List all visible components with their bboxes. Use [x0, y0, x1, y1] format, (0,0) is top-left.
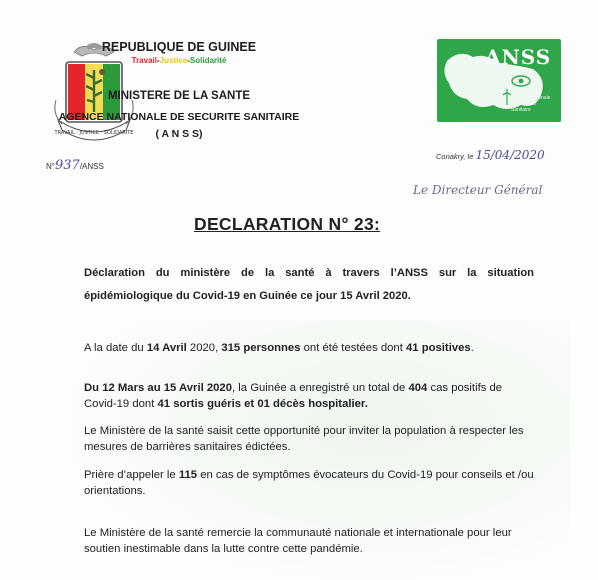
- motto-travail: Travail: [131, 56, 157, 65]
- text: Prière d’appeler le: [84, 469, 179, 481]
- bold-text: Du 12 Mars au 15 Avril 2020: [84, 382, 232, 394]
- anss-logo: [437, 39, 561, 122]
- bold-text: 404: [408, 382, 428, 394]
- motto-solidarite: Solidarité: [189, 56, 227, 65]
- paragraph-barrier-measures: Le Ministère de la santé saisit cette opportunité pour inviter la population à respecter les mesures de barrières sanitaires édictées.: [84, 425, 524, 453]
- text: 2020,: [186, 342, 222, 354]
- bold-text: 41 positives: [406, 342, 471, 354]
- paragraph-thanks: Le Ministère de la santé remercie la communauté nationale et internationale pour leur soutien inestimable dans la lutte contre cette pandémie.: [84, 527, 512, 555]
- date-prefix: Conakry, le: [436, 152, 474, 161]
- paragraph-totals: [84, 381, 536, 413]
- logo-caption: Agence Nationale de Sécurité Sanitaire: [511, 95, 551, 113]
- text: , la Guinée a enregistré un total de: [232, 382, 409, 394]
- motto-separator-2: -: [187, 56, 190, 65]
- bold-text: 315 personnes: [221, 342, 301, 354]
- text: en cas de symptômes évocateurs du Covid-19 pour conseils et /ou orientations.: [84, 469, 534, 497]
- bold-text: 14 Avril: [146, 342, 187, 354]
- text: A la date du: [84, 342, 147, 354]
- national-motto: [29, 56, 329, 65]
- ministry-title: MINISTERE DE LA SANTE: [107, 90, 251, 102]
- motto-justice: Justice: [159, 56, 188, 65]
- reference-handwritten-number: 937: [54, 158, 80, 173]
- emblem-banner-text: TRAVAIL · JUSTICE · SOLIDARITE: [54, 130, 134, 136]
- date-line: [436, 148, 545, 162]
- motto-separator-1: -: [156, 56, 160, 65]
- reference-suffix: /ANSS: [79, 162, 104, 171]
- logo-text: ANSS: [485, 45, 552, 69]
- text: cas positifs de Covid-19 dont: [84, 382, 503, 410]
- agency-title: AGENCE NATIONALE DE SECURITE SANITAIRE: [58, 111, 300, 123]
- declaration-title: DECLARATION N° 23:: [194, 214, 381, 234]
- agency-acronym: ( A N S S): [155, 128, 203, 140]
- signatory-title: Le Directeur Général: [413, 183, 543, 197]
- text: ont été testées dont: [300, 342, 406, 354]
- reference-number: [46, 158, 104, 173]
- declaration-intro: Déclaration du ministère de la santé à travers l’ANSS sur la situation épidémiologique du Covid-19 en Guinée ce jour 15 Avril 2020.: [84, 267, 534, 302]
- date-handwritten: 15/04/2020: [475, 148, 545, 162]
- country-title: REPUBLIQUE DE GUINEE: [101, 40, 257, 54]
- text: .: [470, 342, 474, 354]
- paragraph-tests: [84, 341, 536, 357]
- bold-text: 41 sortis guéris et 01 décès hospitalier.: [157, 397, 368, 410]
- reference-prefix: N°: [46, 162, 55, 171]
- bold-text: 115: [178, 469, 198, 481]
- paragraph-hotline: [84, 468, 536, 500]
